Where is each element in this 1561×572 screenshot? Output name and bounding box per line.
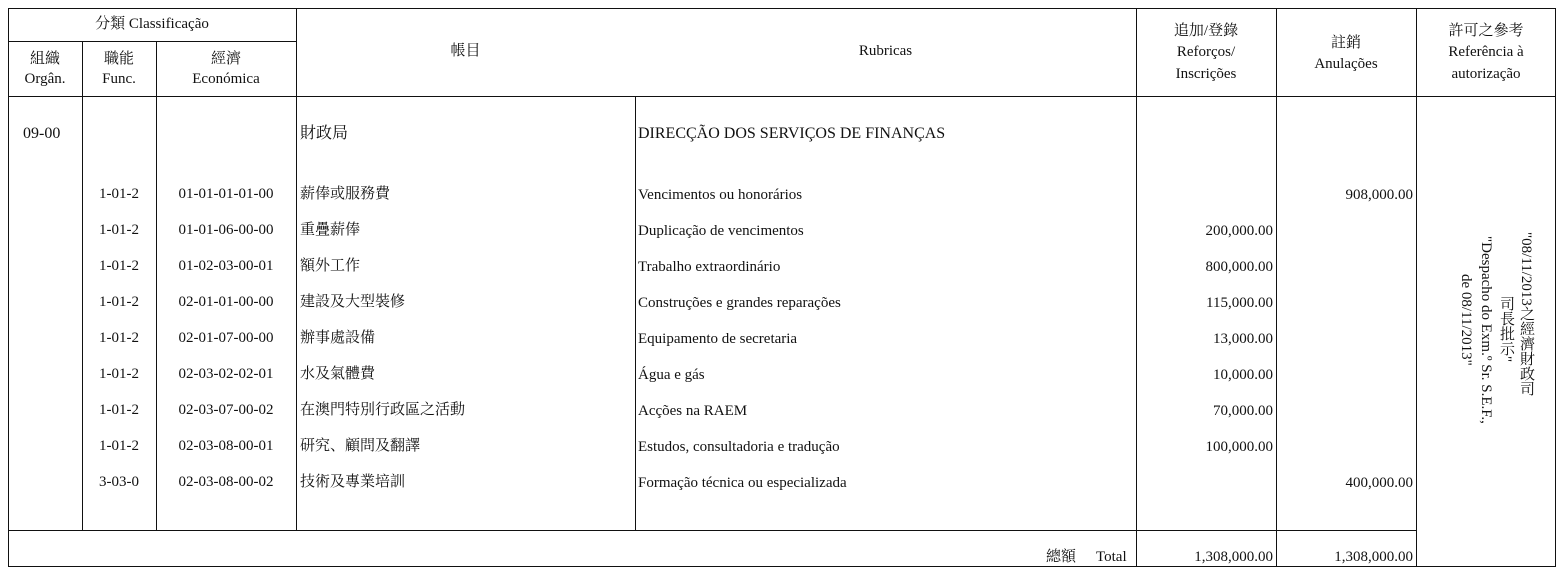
econ-code: 02-03-07-00-02 <box>178 402 274 418</box>
func-code: 1-01-2 <box>99 330 139 346</box>
col-divider-rubric <box>635 96 636 531</box>
reforco-value: 800,000.00 <box>1205 259 1273 275</box>
rubric-pt: Trabalho extraordinário <box>638 259 781 275</box>
authorization-line-4: de 08/11/2013" <box>1458 274 1474 366</box>
header-bottom-border <box>8 96 1556 97</box>
organ-header-pt: Orgân. <box>24 71 66 87</box>
func-code: 1-01-2 <box>99 258 139 274</box>
reforcos-header-zh: 追加/登錄 <box>1173 23 1239 39</box>
func-code: 1-01-2 <box>99 438 139 454</box>
rubric-pt: Duplicação de vencimentos <box>638 223 804 239</box>
col-divider-organ <box>82 41 83 531</box>
rubric-header-zh: 帳目 <box>450 43 481 59</box>
table-left-border <box>8 8 9 567</box>
anulacoes-header-zh: 註銷 <box>1330 35 1361 51</box>
rubric-zh: 薪俸或服務費 <box>300 186 391 202</box>
authorization-line-3: "Despacho do Exm.º Sr. S.E.F., <box>1478 236 1494 424</box>
rubric-zh: 額外工作 <box>300 258 361 274</box>
func-header-pt: Func. <box>102 71 136 87</box>
col-divider-reforcos <box>1276 8 1277 567</box>
func-code: 1-01-2 <box>99 186 139 202</box>
reforco-value: 200,000.00 <box>1205 223 1273 239</box>
col-divider-func <box>156 41 157 531</box>
organ-header-zh: 組織 <box>29 51 60 67</box>
reforcos-header-pt2: Inscrições <box>1175 66 1237 82</box>
rubric-pt: Água e gás <box>638 367 705 383</box>
func-code: 1-01-2 <box>99 366 139 382</box>
reforcos-header-pt1: Reforços/ <box>1176 44 1236 60</box>
total-anulacoes: 1,308,000.00 <box>1334 549 1413 565</box>
reference-header-pt2: autorização <box>1451 66 1521 82</box>
reference-header-pt1: Referência à <box>1448 44 1524 60</box>
total-row-border <box>8 530 1416 531</box>
authorization-line-1: "08/11/2013之經濟財政司 <box>1518 232 1534 396</box>
rubric-zh: 在澳門特別行政區之活動 <box>300 402 466 418</box>
rubric-pt: Estudos, consultadoria e tradução <box>638 439 840 455</box>
econ-code: 01-01-06-00-00 <box>178 222 274 238</box>
rubric-zh: 研究、顧問及翻譯 <box>300 438 421 454</box>
table-right-border <box>1555 8 1556 567</box>
col-divider-pt <box>1136 8 1137 567</box>
rubric-pt: Vencimentos ou honorários <box>638 187 803 203</box>
rubric-zh: 重疊薪俸 <box>300 222 361 238</box>
func-code: 3-03-0 <box>99 474 139 490</box>
econ-code: 02-01-07-00-00 <box>178 330 274 346</box>
organ-name-pt: DIRECÇÃO DOS SERVIÇOS DE FINANÇAS <box>638 125 946 142</box>
rubric-pt: Formação técnica ou especializada <box>638 475 847 491</box>
rubric-pt: Equipamento de secretaria <box>638 331 798 347</box>
reference-header-zh: 許可之參考 <box>1448 23 1524 39</box>
authorization-reference <box>1440 232 1540 472</box>
table-top-border <box>8 8 1556 9</box>
total-label-zh: 總額 <box>1046 549 1077 565</box>
econ-code: 01-02-03-00-01 <box>178 258 274 274</box>
reforco-value: 70,000.00 <box>1213 403 1273 419</box>
econ-header-pt: Económica <box>192 71 260 87</box>
econ-code: 02-03-02-02-01 <box>178 366 274 382</box>
econ-header-zh: 經濟 <box>210 51 241 67</box>
total-label-pt: Total <box>1096 549 1127 565</box>
func-code: 1-01-2 <box>99 294 139 310</box>
rubric-zh: 技術及專業培訓 <box>300 474 406 490</box>
reforco-value: 100,000.00 <box>1205 439 1273 455</box>
anulacao-value: 908,000.00 <box>1345 187 1413 203</box>
reforco-value: 10,000.00 <box>1213 367 1273 383</box>
rubric-header-pt: Rubricas <box>858 43 913 59</box>
classification-header: 分類 Classificação <box>95 16 209 32</box>
rubric-zh: 辦事處設備 <box>300 330 376 346</box>
total-reforcos: 1,308,000.00 <box>1194 549 1273 565</box>
rubric-pt: Construções e grandes reparações <box>638 295 841 311</box>
rubric-zh: 建設及大型裝修 <box>300 294 406 310</box>
reforco-value: 13,000.00 <box>1213 331 1273 347</box>
reforco-value: 115,000.00 <box>1206 295 1273 311</box>
func-code: 1-01-2 <box>99 402 139 418</box>
organ-name-zh: 財政局 <box>300 125 349 142</box>
rubric-pt: Acções na RAEM <box>638 403 748 419</box>
anulacao-value: 400,000.00 <box>1345 475 1413 491</box>
econ-code: 02-03-08-00-02 <box>178 474 274 490</box>
func-header-zh: 職能 <box>103 51 134 67</box>
col-divider-anulacoes <box>1416 8 1417 567</box>
organ-code: 09-00 <box>23 125 61 142</box>
table-bottom-border <box>8 566 1556 567</box>
econ-code: 02-03-08-00-01 <box>178 438 274 454</box>
econ-code: 01-01-01-01-00 <box>178 186 274 202</box>
econ-code: 02-01-01-00-00 <box>178 294 274 310</box>
anulacoes-header-pt: Anulações <box>1314 56 1378 72</box>
col-divider-econ <box>296 8 297 531</box>
rubric-zh: 水及氣體費 <box>300 366 376 382</box>
authorization-line-2: 司長批示" <box>1498 296 1514 363</box>
func-code: 1-01-2 <box>99 222 139 238</box>
classification-divider <box>8 41 296 42</box>
